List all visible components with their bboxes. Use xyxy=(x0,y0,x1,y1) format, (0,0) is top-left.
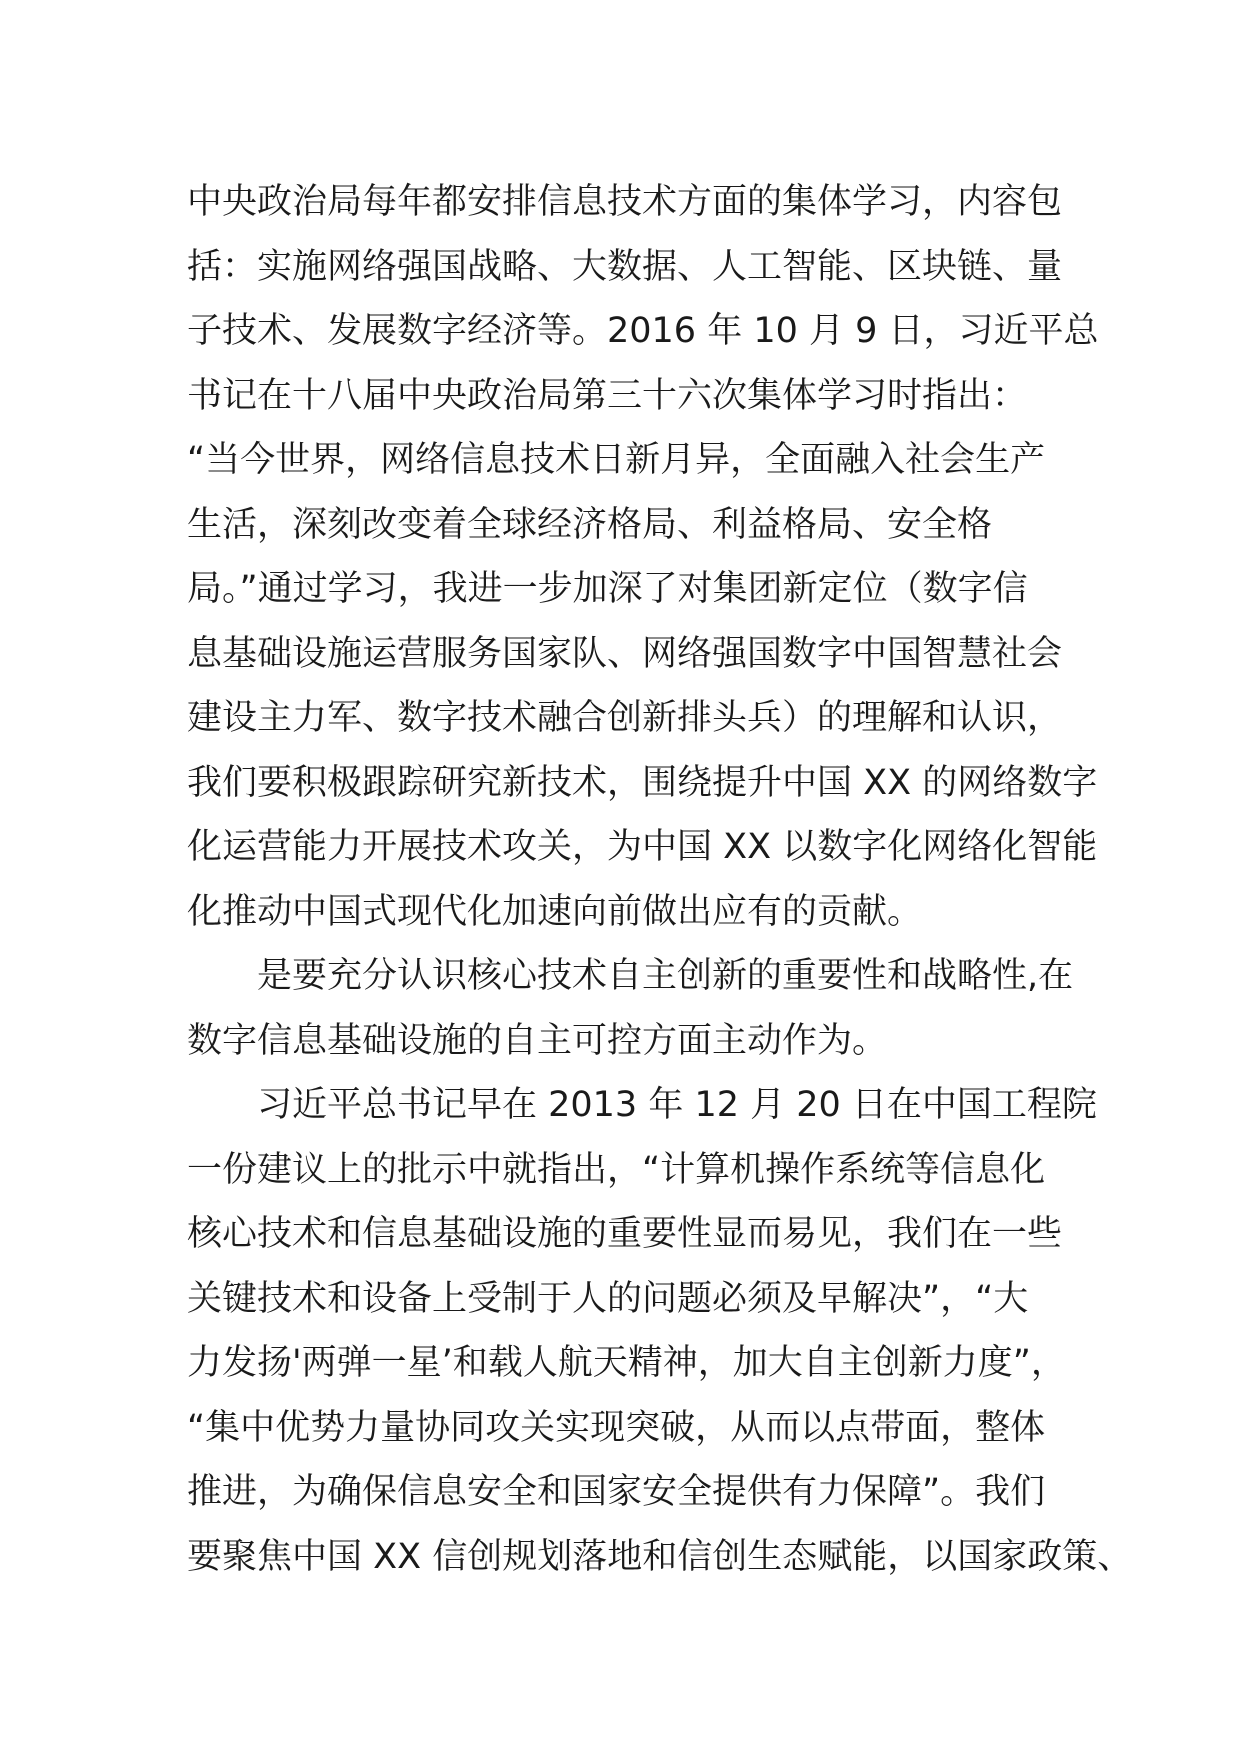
text-line: 中央政治局每年都安排信息技术方面的集体学习，内容包 xyxy=(187,182,1063,222)
text-line: 关键技术和设备上受制于人的问题必须及早解决”，“大 xyxy=(187,1278,1029,1319)
text-line: 书记在十八届中央政治局第三十六次集体学习时指出： xyxy=(187,375,1028,416)
text-line: 推进，为确保信息安全和国家安全提供有力保障”。我们 xyxy=(187,1472,1046,1512)
text-line: 建设主力军、数字技术融合创新排头兵）的理解和认识， xyxy=(187,698,1063,738)
text-line: 要聚焦中国 XX 信创规划落地和信创生态赋能，以国家政策、 xyxy=(187,1536,1133,1577)
text-line: 习近平总书记早在 2013 年 12 月 20 日在中国工程院 xyxy=(187,1085,1097,1125)
text-line: “当今世界，网络信息技术日新月异，全面融入社会生产 xyxy=(187,440,1046,480)
text-line: 局。”通过学习，我进一步加深了对集团新定位（数字信 xyxy=(187,569,1028,609)
text-line: 我们要积极跟踪研究新技术，围绕提升中国 XX 的网络数字 xyxy=(187,762,1098,803)
text-line: 化推动中国式现代化加速向前做出应有的贡献。 xyxy=(187,891,923,932)
text-line: 力发扬'两弹一星’和载人航天精神，加大自主创新力度”， xyxy=(187,1343,1066,1383)
text-line: 核心技术和信息基础设施的重要性显而易见，我们在一些 xyxy=(187,1214,1063,1254)
text-line: 一份建议上的批示中就指出，“计算机操作系统等信息化 xyxy=(187,1149,1046,1190)
text-line: 息基础设施运营服务国家队、网络强国数字中国智慧社会 xyxy=(187,633,1063,674)
text-line: 生活，深刻改变着全球经济格局、利益格局、安全格 xyxy=(187,504,993,545)
text-line: 数字信息基础设施的自主可控方面主动作为。 xyxy=(187,1020,888,1061)
text-line: 括：实施网络强国战略、大数据、人工智能、区块链、量 xyxy=(187,246,1063,287)
body-text xyxy=(187,170,1133,1589)
text-line: 是要充分认识核心技术自主创新的重要性和战略性,在 xyxy=(187,956,1074,996)
text-line: 子技术、发展数字经济等。2016 年 10 月 9 日，习近平总 xyxy=(187,311,1099,351)
text-line: “集中优势力量协同攻关实现突破，从而以点带面，整体 xyxy=(187,1407,1046,1448)
text-line: 化运营能力开展技术攻关，为中国 XX 以数字化网络化智能 xyxy=(187,827,1098,867)
